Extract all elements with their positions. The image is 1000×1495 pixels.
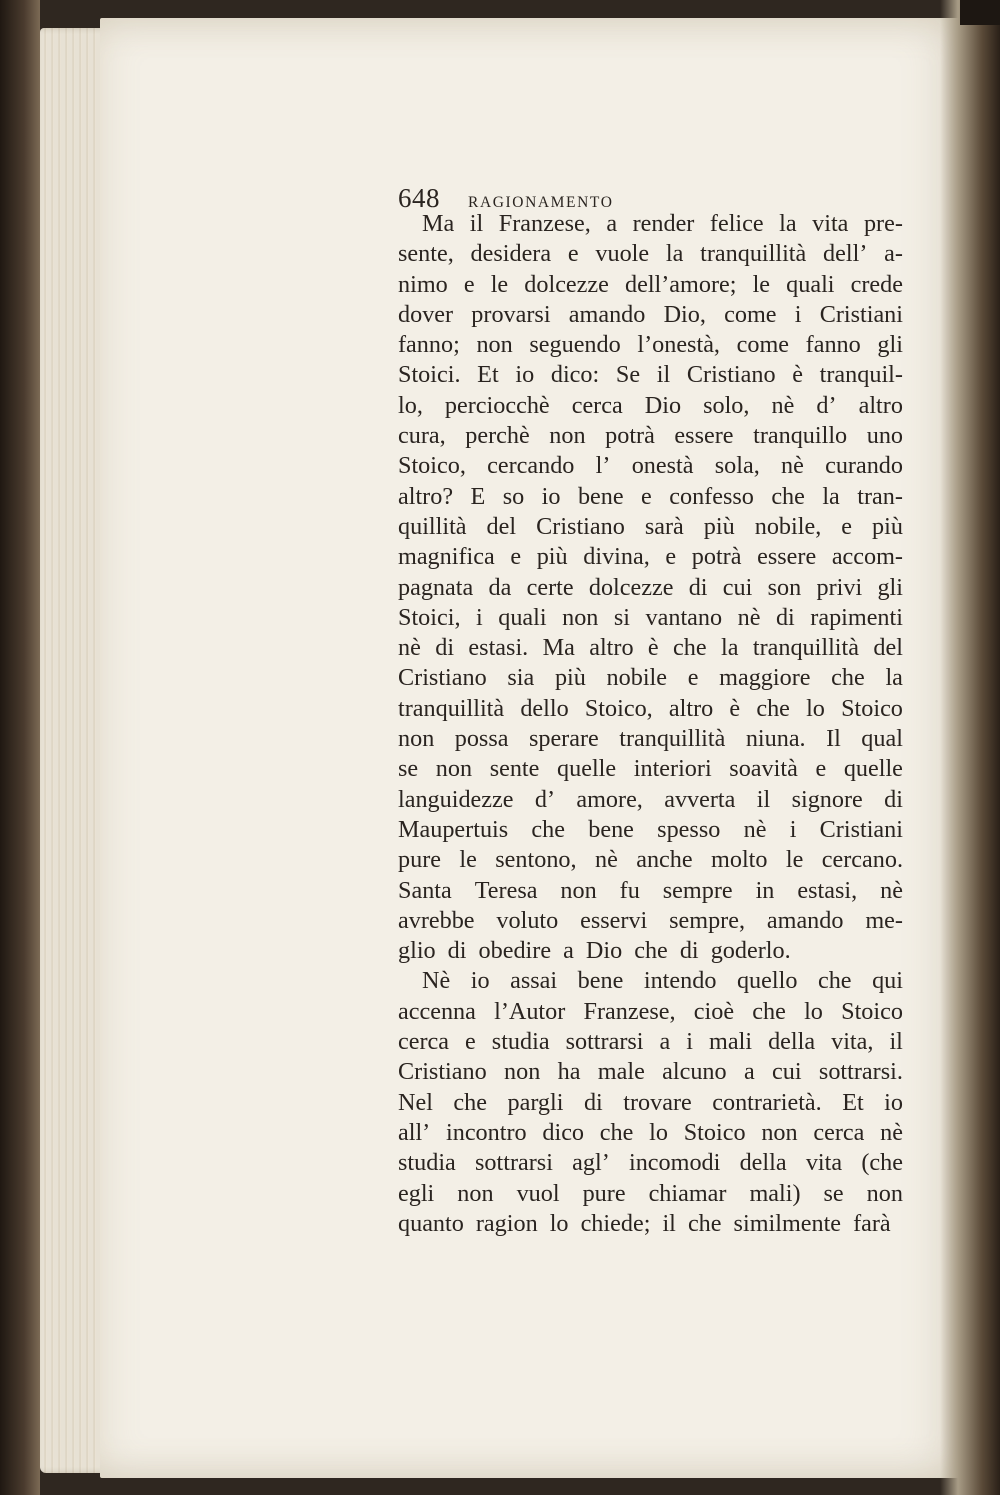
text-block	[398, 183, 903, 1239]
text-line: Stoici. Et io dico: Se il Cristiano è tranquil-	[398, 361, 903, 389]
text-line: se non sente quelle interiori soavità e quelle	[398, 755, 903, 783]
text-line: languidezze d’ amore, avverta il signore di	[398, 785, 903, 813]
body-text	[398, 209, 903, 1239]
text-line: lo, perciocchè cerca Dio solo, nè d’ altro	[398, 391, 903, 419]
text-line: nimo e le dolcezze dell’amore; le quali crede	[398, 270, 903, 298]
text-line: altro? E so io bene e confesso che la tran-	[398, 482, 903, 510]
text-line: Maupertuis che bene spesso nè i Cristiani	[398, 815, 903, 843]
text-line: non possa sperare tranquillità niuna. Il qual	[398, 725, 903, 753]
text-line: dover provarsi amando Dio, come i Cristiani	[398, 300, 903, 328]
text-line: magnifica e più divina, e potrà essere accom-	[398, 543, 903, 571]
text-line: tranquillità dello Stoico, altro è che lo Stoico	[398, 694, 903, 722]
text-line: pagnata da certe dolcezze di cui son privi gli	[398, 573, 903, 601]
text-line: Nè io assai bene intendo quello che qui	[422, 967, 903, 995]
gutter-shadow	[940, 0, 1000, 1495]
page-number: 648	[398, 183, 440, 213]
text-line: quanto ragion lo chiede; il che similmente farà	[398, 1209, 891, 1237]
text-line: fanno; non seguendo l’onestà, come fanno gli	[398, 331, 903, 359]
text-line: sente, desidera e vuole la tranquillità dell’ a-	[398, 240, 903, 268]
text-line: Santa Teresa non fu sempre in estasi, nè	[398, 876, 903, 904]
text-line: cerca e studia sottrarsi a i mali della vita, il	[398, 1028, 903, 1056]
text-line: Stoico, cercando l’ onestà sola, nè curando	[398, 452, 903, 480]
left-binding-edge	[0, 0, 40, 1495]
gutter-top-corner	[960, 0, 1000, 25]
text-line: studia sottrarsi agl’ incomodi della vita (che	[398, 1149, 903, 1177]
text-line: pure le sentono, nè anche molto le cercano.	[398, 846, 903, 874]
running-head: RAGIONAMENTO	[468, 194, 614, 211]
text-line: glio di obedire a Dio che di goderlo.	[398, 937, 791, 965]
text-line: Cristiano non ha male alcuno a cui sottrarsi.	[398, 1058, 903, 1086]
text-line: Cristiano sia più nobile e maggiore che la	[398, 664, 903, 692]
text-line: accenna l’Autor Franzese, cioè che lo Stoico	[398, 997, 903, 1025]
text-line: avrebbe voluto esservi sempre, amando me-	[398, 906, 903, 934]
text-line: quillità del Cristiano sarà più nobile, e più	[398, 512, 903, 540]
text-line: all’ incontro dico che lo Stoico non cerca nè	[398, 1118, 903, 1146]
text-line: cura, perchè non potrà essere tranquillo uno	[398, 422, 903, 450]
text-line: nè di estasi. Ma altro è che la tranquillità del	[398, 634, 903, 662]
text-line: Nel che pargli di trovare contrarietà. Et io	[398, 1088, 903, 1116]
text-line: Ma il Franzese, a render felice la vita pre-	[422, 210, 903, 237]
text-line: Stoici, i quali non si vantano nè di rapimenti	[398, 603, 903, 631]
text-line: egli non vuol pure chiamar mali) se non	[398, 1179, 903, 1207]
